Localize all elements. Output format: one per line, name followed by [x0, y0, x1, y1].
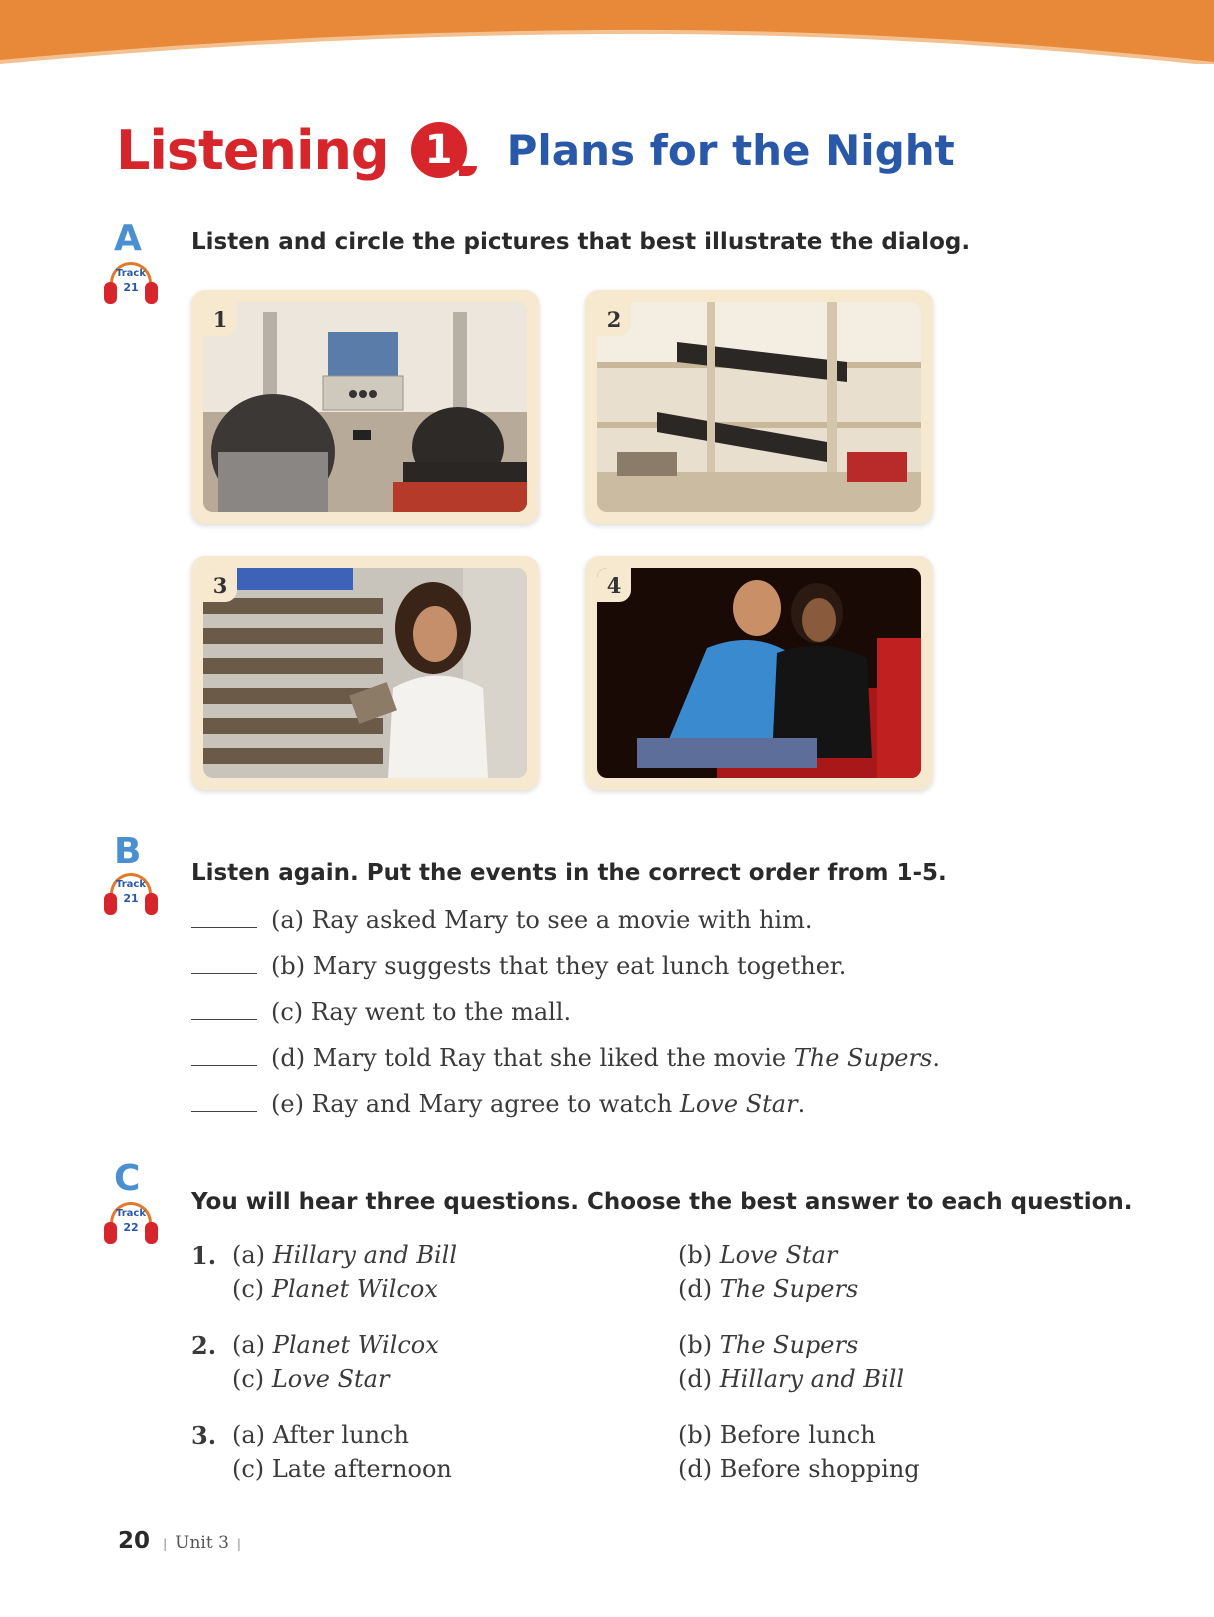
event-text: Ray and Mary agree to watch: [311, 1090, 680, 1118]
answer-option[interactable]: (d) Hillary and Bill: [678, 1365, 905, 1393]
answer-blank[interactable]: [191, 1001, 257, 1020]
answer-blank[interactable]: [191, 909, 257, 928]
event-label: (e): [271, 1090, 304, 1118]
living-room-tv-photo: [203, 302, 527, 512]
question-number: 3.: [191, 1421, 217, 1450]
page-footer: 20 | Unit 3 |: [118, 1528, 241, 1554]
section-b-letter: B: [114, 831, 142, 872]
page-number: 20: [118, 1528, 151, 1554]
title-word: Listening: [116, 118, 389, 182]
answer-option[interactable]: (b) Before lunch: [678, 1421, 876, 1449]
title-number-badge: 1: [411, 122, 467, 178]
event-item: [191, 1090, 805, 1118]
question-number: 2.: [191, 1331, 217, 1360]
section-a-letter: A: [114, 218, 142, 259]
photo-card-4[interactable]: [585, 556, 933, 790]
track-number: 21: [123, 281, 139, 294]
page-title: [116, 110, 955, 190]
photo-card-3[interactable]: [191, 556, 539, 790]
answer-option[interactable]: (c) Late afternoon: [232, 1455, 452, 1483]
answer-blank[interactable]: [191, 1047, 257, 1066]
answer-option[interactable]: (b) Love Star: [678, 1241, 838, 1269]
photo-number-4: 4: [597, 568, 631, 602]
dvd-store-photo: [203, 568, 527, 778]
answer-blank[interactable]: [191, 955, 257, 974]
question-number: 1.: [191, 1241, 217, 1270]
track-label: Track: [116, 268, 146, 279]
event-text: Mary told Ray that she liked the movie: [312, 1044, 794, 1072]
event-text: Ray asked Mary to see a movie with him.: [311, 906, 813, 934]
answer-blank[interactable]: [191, 1093, 257, 1112]
section-a-instruction: Listen and circle the pictures that best illustrate the dialog.: [191, 229, 971, 255]
movie-theater-couple-photo: [597, 568, 921, 778]
photo-number-3: 3: [203, 568, 237, 602]
track-number: 21: [123, 892, 139, 905]
headphones-icon[interactable]: [104, 873, 158, 917]
event-end: .: [932, 1044, 940, 1072]
photo-number-1: 1: [203, 302, 237, 336]
section-c-letter: C: [114, 1158, 141, 1199]
track-label: Track: [116, 1208, 146, 1219]
section-b-instruction: Listen again. Put the events in the correct order from 1-5.: [191, 860, 947, 886]
answer-option[interactable]: (a) Planet Wilcox: [232, 1331, 439, 1359]
section-c-instruction: You will hear three questions. Choose the best answer to each question.: [191, 1189, 1133, 1215]
event-end: .: [797, 1090, 806, 1118]
event-text: Mary suggests that they eat lunch together.: [312, 952, 847, 980]
headphones-icon[interactable]: [104, 262, 158, 306]
event-label: (a): [271, 906, 305, 934]
event-item: [191, 906, 812, 934]
top-decorative-band: [0, 0, 1214, 64]
photo-card-1[interactable]: [191, 290, 539, 524]
track-number: 22: [123, 1221, 139, 1234]
shopping-mall-escalators-photo: [597, 302, 921, 512]
event-label: (b): [271, 952, 306, 980]
event-item: [191, 1044, 940, 1072]
track-label: Track: [116, 879, 146, 890]
answer-option[interactable]: (d) The Supers: [678, 1275, 859, 1303]
page-subtitle: Plans for the Night: [506, 125, 955, 175]
answer-option[interactable]: (b) The Supers: [678, 1331, 859, 1359]
movie-title: The Supers: [793, 1044, 933, 1072]
event-text: Ray went to the mall.: [310, 998, 572, 1026]
movie-title: Love Star: [679, 1090, 798, 1118]
answer-option[interactable]: (a) After lunch: [232, 1421, 409, 1449]
photo-number-2: 2: [597, 302, 631, 336]
headphones-icon[interactable]: [104, 1202, 158, 1246]
answer-option[interactable]: (a) Hillary and Bill: [232, 1241, 458, 1269]
unit-label: Unit 3: [175, 1533, 229, 1553]
answer-option[interactable]: (c) Planet Wilcox: [232, 1275, 438, 1303]
event-label: (c): [271, 998, 304, 1026]
answer-option[interactable]: (c) Love Star: [232, 1365, 390, 1393]
event-label: (d): [271, 1044, 306, 1072]
event-item: [191, 998, 571, 1026]
event-item: [191, 952, 846, 980]
answer-option[interactable]: (d) Before shopping: [678, 1455, 920, 1483]
photo-card-2[interactable]: [585, 290, 933, 524]
